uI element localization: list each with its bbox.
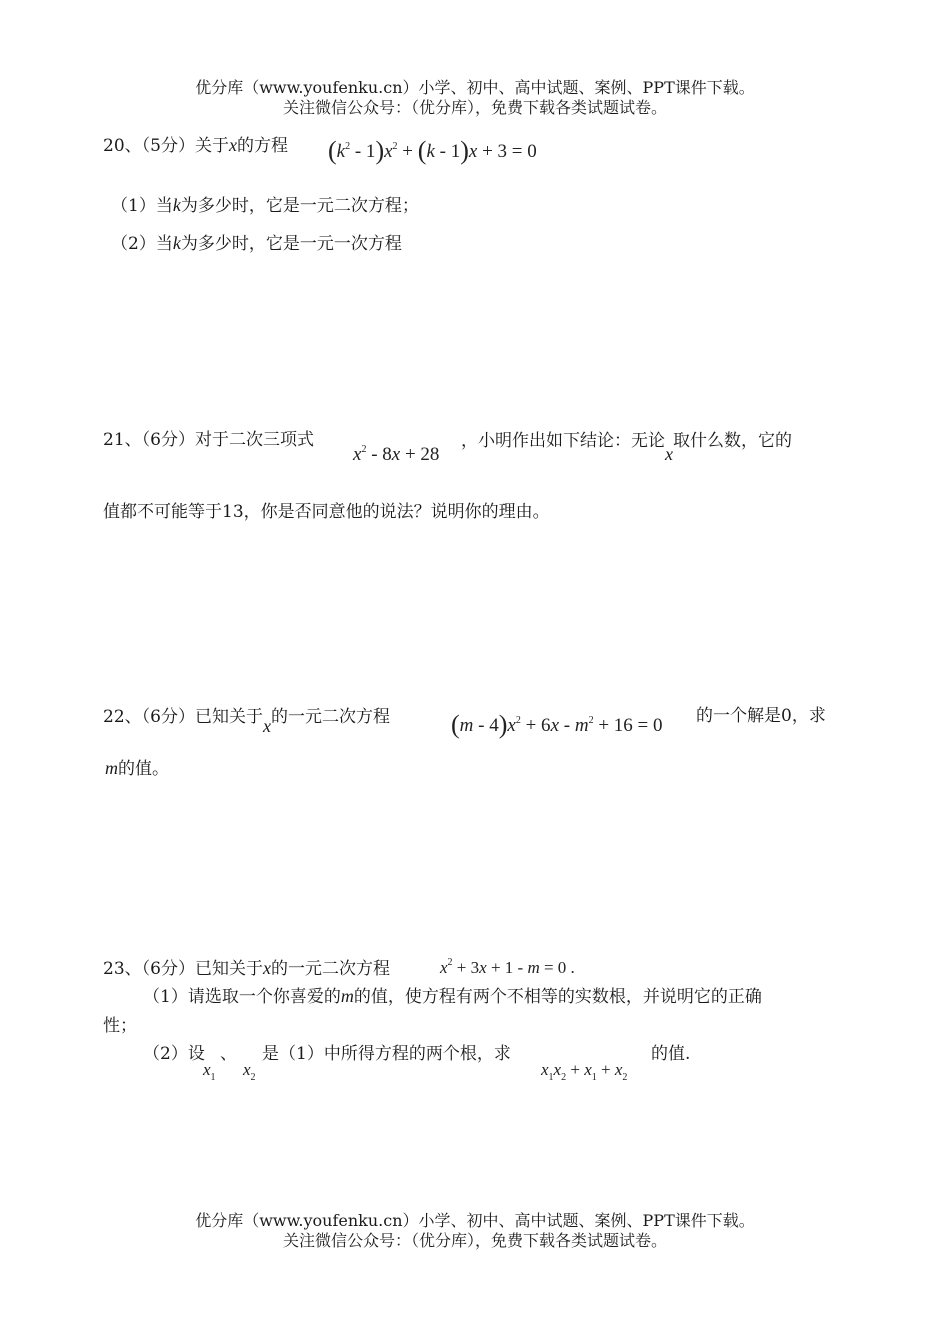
q20-part1-lead: （1）当 (111, 196, 173, 216)
q22-var: x (262, 716, 271, 736)
header-line-1: 优分库（www.youfenku.cn）小学、初中、高中试题、案例、PPT课件下载。 (195, 78, 755, 97)
q22-line2-var: m (105, 758, 118, 778)
q20-part2 (111, 232, 402, 255)
q20-lead: 20、（5分）关于 (103, 136, 229, 156)
q23-part1-var: m (340, 986, 354, 1006)
q22-equation: $(m - 4)x^2 + 6x - m^2 + 16 = 0$ (451, 710, 663, 739)
header-line-2: 关注微信公众号：（优分库），免费下载各类试题试卷。 (282, 98, 667, 117)
q20-mid: 的方程 (236, 136, 288, 156)
q20-part1 (111, 194, 419, 217)
q20-part2-var: k (172, 233, 181, 253)
q23-part1-lead: （1）请选取一个你喜爱的 (143, 987, 341, 1007)
q20-var: x (228, 135, 237, 155)
q21-expression: $x^2 - 8x + 28$ (353, 444, 440, 465)
q20-part1-tail: 为多少时，它是一元二次方程； (180, 196, 419, 216)
q22-line2-text: 的值。 (118, 759, 169, 779)
q21-var: x (665, 444, 673, 464)
q23-equation: $x^2 + 3x + 1 - m = 0$ . (440, 957, 575, 977)
q21-tail: ，小明作出如下结论：无论 (461, 431, 665, 451)
q21-stem-lead: 21、（6分）对于二次三项式 (103, 430, 314, 450)
q23-expression: $x_1x_2 + x_1 + x_2$ (541, 1060, 628, 1083)
q20-equation: $(k^2 - 1)x^2 + (k - 1)x + 3 = 0$ (328, 136, 537, 165)
q20-part2-lead: （2）当 (111, 234, 173, 254)
q23-part2-tail: 的值. (651, 1044, 691, 1064)
q23-var: x (262, 958, 271, 978)
q21-tail2: 取什么数，它的 (673, 431, 792, 451)
q20-part2-tail: 为多少时，它是一元一次方程 (180, 234, 402, 254)
q22-stem (103, 705, 390, 736)
q23-part1 (143, 985, 762, 1008)
q23-part1-cont: 性； (103, 1016, 137, 1036)
q21-line2: 值都不可能等于13，你是否同意他的说法？说明你的理由。 (103, 502, 550, 522)
q22-lead: 22、（6分）已知关于 (103, 707, 263, 727)
footer-line-1: 优分库（www.youfenku.cn）小学、初中、高中试题、案例、PPT课件下载。 (195, 1211, 755, 1230)
q23-part1-tail: 的值，使方程有两个不相等的实数根，并说明它的正确 (353, 987, 762, 1007)
q23-part2-sep: 、 (220, 1044, 237, 1064)
q23-root-x2: $x_2$ (243, 1060, 256, 1083)
q20-stem (103, 134, 288, 157)
q22-line2 (105, 757, 169, 780)
q23-lead: 23、（6分）已知关于 (103, 959, 263, 979)
q23-part2-mid: 是（1）中所得方程的两个根，求 (262, 1044, 511, 1064)
q22-mid: 的一元二次方程 (270, 707, 390, 727)
q21-stem-tail (461, 429, 792, 464)
footer-line-2: 关注微信公众号：（优分库），免费下载各类试题试卷。 (282, 1231, 667, 1250)
q23-part2-lead: （2）设 (143, 1044, 205, 1064)
q20-part1-var: k (172, 195, 181, 215)
q23-stem (103, 957, 390, 980)
q22-tail: 的一个解是0，求 (696, 706, 826, 726)
q23-root-x1: $x_1$ (203, 1060, 216, 1083)
q23-mid: 的一元二次方程 (270, 959, 390, 979)
